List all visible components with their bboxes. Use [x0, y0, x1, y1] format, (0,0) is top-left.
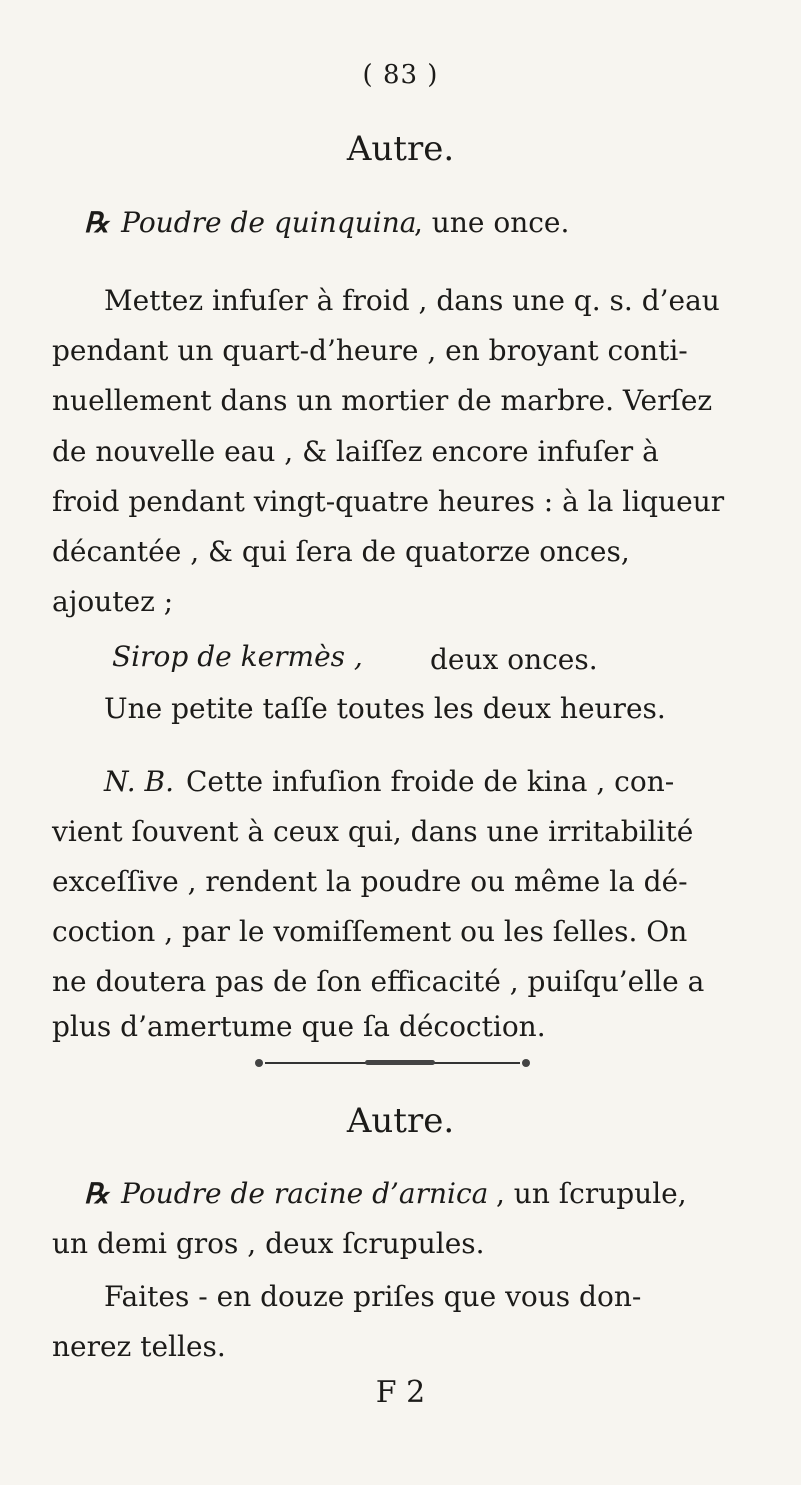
ingredient-dose: deux onces.: [430, 643, 598, 676]
recipe-heading: Autre.: [346, 129, 455, 169]
prescription-line: [84, 206, 416, 240]
note-text-line: plus d’amertume que ſa décoction.: [52, 1010, 546, 1043]
ingredient-dose: , une once.: [414, 206, 570, 239]
prescription-line: [84, 1177, 488, 1211]
recipe-text-line: froid pendant vingt-quatre heures : à la liqueur: [52, 485, 725, 518]
recipe-symbol-icon: ℞: [84, 206, 110, 239]
note-text: Cette infuſion froide de kina , con-: [186, 765, 675, 798]
note-text-line: vient ſouvent à ceux qui, dans une irritabilité: [52, 815, 694, 848]
note-text-line: exceſſive , rendent la poudre ou même la dé-: [52, 865, 688, 898]
recipe-text-line: ajoutez ;: [52, 585, 174, 618]
recipe-text-line: Faites - en douze priſes que vous don-: [104, 1280, 642, 1313]
ingredient-name: Poudre de quinquina: [121, 206, 417, 239]
printer-signature: F 2: [375, 1375, 426, 1410]
recipe-text-line: de nouvelle eau , & laiſſez encore infuſer à: [52, 435, 659, 468]
recipe-text-line: Mettez infuſer à froid , dans une q. s. d’eau: [104, 284, 720, 317]
section-divider: [255, 1058, 530, 1068]
note-text-line: ne doutera pas de ſon efficacité , puiſqu’elle a: [52, 965, 705, 998]
ingredient-dose: , un ſcrupule,: [496, 1177, 687, 1210]
note-text-line: coction , par le vomiſſement ou les ſelles. On: [52, 915, 688, 948]
recipe-text-line: décantée , & qui ſera de quatorze onces,: [52, 535, 630, 568]
note-label: N. B.: [104, 765, 174, 798]
recipe-symbol-icon: ℞: [84, 1177, 110, 1210]
recipe-heading: Autre.: [346, 1101, 455, 1141]
ingredient-name: Sirop de kermès ,: [112, 640, 363, 673]
recipe-text-line: nuellement dans un mortier de marbre. Verſez: [52, 384, 713, 417]
note-first-line: [104, 765, 674, 799]
recipe-text-line: nerez telles.: [52, 1330, 226, 1363]
recipe-text-line: un demi gros , deux ſcrupules.: [52, 1227, 485, 1260]
ingredient-name: Poudre de racine d’arnica: [121, 1177, 489, 1210]
page-number: ( 83 ): [362, 60, 439, 90]
dosage-instruction: Une petite taſſe toutes les deux heures.: [104, 692, 666, 725]
recipe-text-line: pendant un quart-d’heure , en broyant conti-: [52, 334, 688, 367]
